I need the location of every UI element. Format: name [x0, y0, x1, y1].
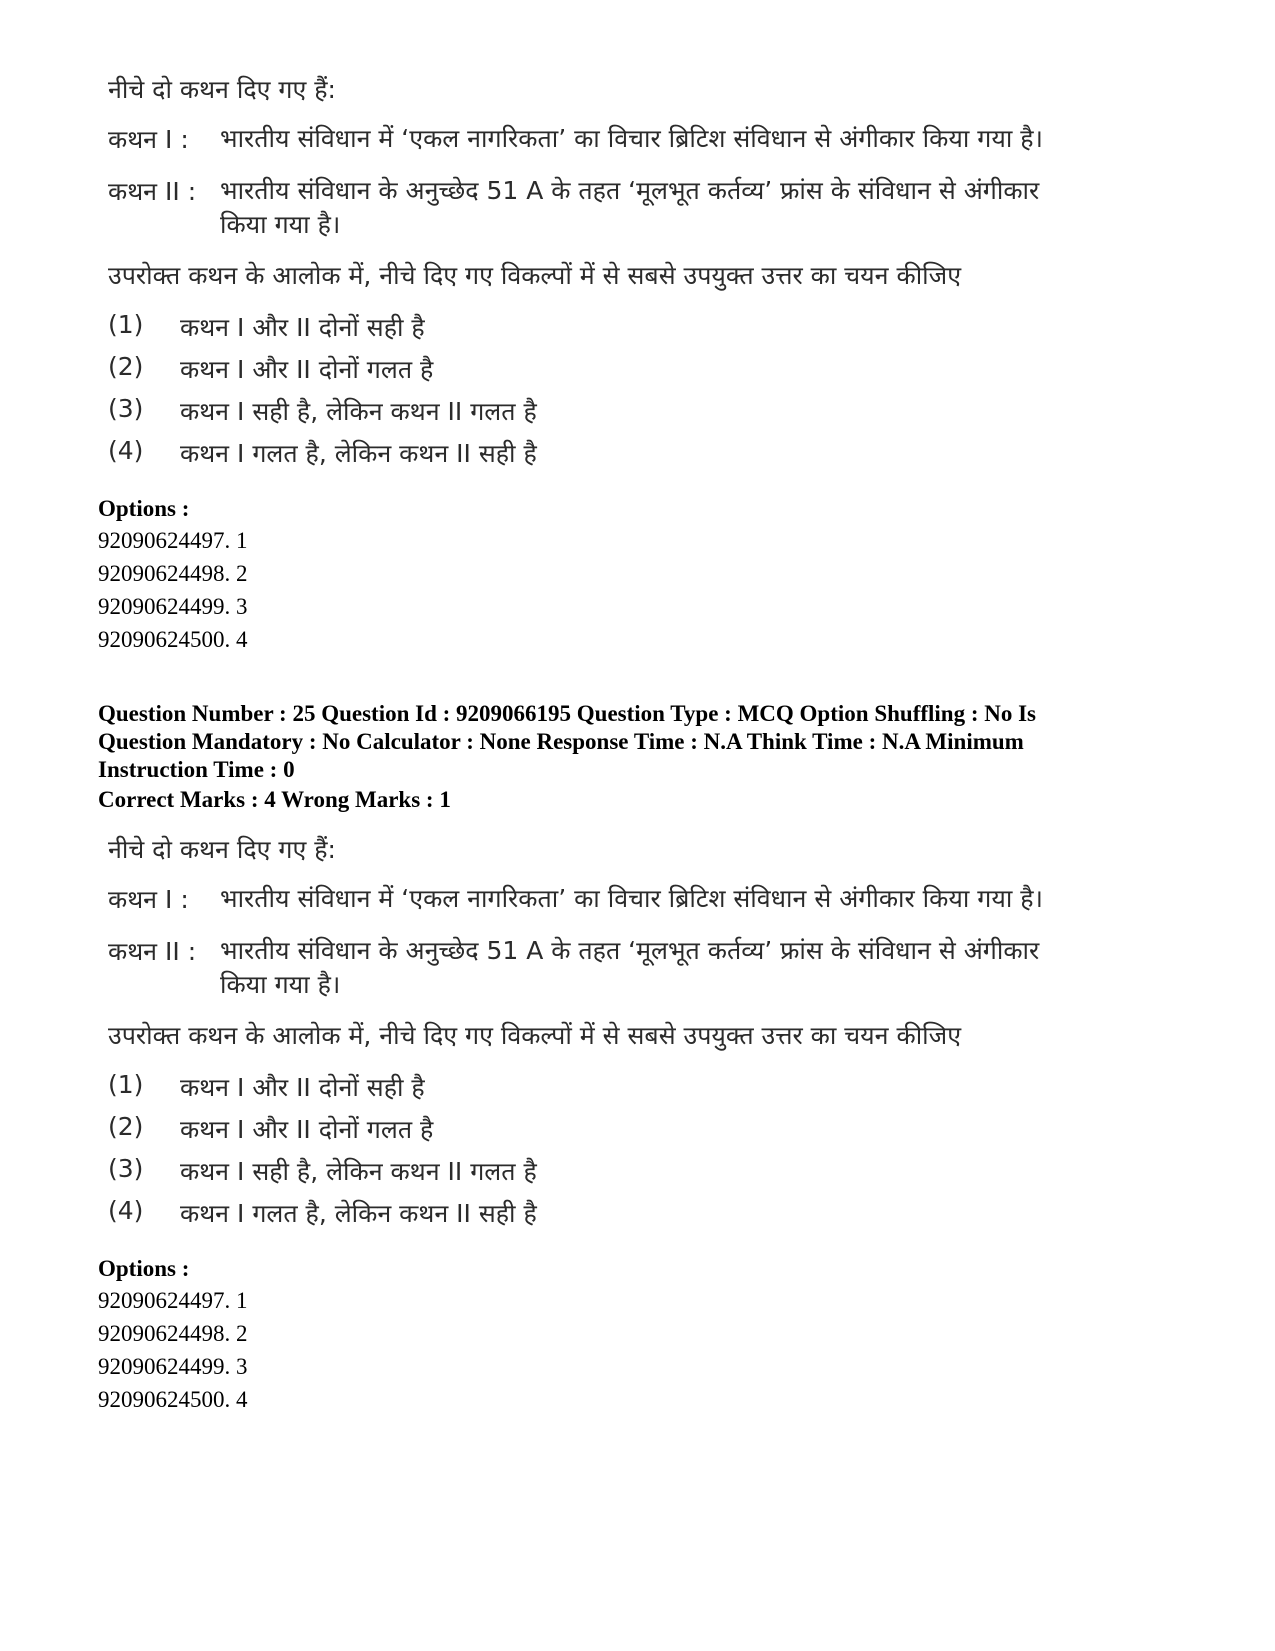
choice-text: कथन I और II दोनों गलत है	[180, 355, 434, 384]
option-id-2: 92090624498. 2	[98, 1321, 248, 1346]
choice-2	[108, 352, 708, 386]
choice-4	[108, 1196, 708, 1230]
choice-4	[108, 436, 708, 470]
choice-text: कथन I गलत है, लेकिन कथन II सही है	[180, 439, 537, 468]
choice-text: कथन I और II दोनों सही है	[180, 1073, 425, 1102]
choice-number: (3)	[108, 394, 144, 423]
statement-1	[108, 882, 1108, 922]
choice-number: (2)	[108, 352, 144, 381]
instruction-text: उपरोक्त कथन के आलोक में, नीचे दिए गए विकल्पों में से सबसे उपयुक्त उत्तर का चयन कीजिए	[108, 1021, 962, 1050]
choice-number: (4)	[108, 1196, 144, 1225]
choice-1	[108, 1070, 708, 1104]
choice-number: (3)	[108, 1154, 144, 1183]
choice-number: (1)	[108, 1070, 144, 1099]
options-heading: Options :	[98, 1256, 190, 1281]
option-id-3: 92090624499. 3	[98, 594, 248, 619]
statements-intro: नीचे दो कथन दिए गए हैं:	[108, 835, 336, 864]
choice-number: (1)	[108, 310, 144, 339]
option-id-2: 92090624498. 2	[98, 561, 248, 586]
choice-number: (4)	[108, 436, 144, 465]
choice-text: कथन I सही है, लेकिन कथन II गलत है	[180, 1157, 537, 1186]
instruction-text: उपरोक्त कथन के आलोक में, नीचे दिए गए विकल्पों में से सबसे उपयुक्त उत्तर का चयन कीजिए	[108, 261, 962, 290]
statement-label: कथन I :	[108, 885, 189, 914]
choice-text: कथन I गलत है, लेकिन कथन II सही है	[180, 1199, 537, 1228]
option-id-4: 92090624500. 4	[98, 627, 248, 652]
question-meta-header: Question Number : 25 Question Id : 9209066195 Question Type : MCQ Option Shuffling : No Is Question Mandatory : No Calculator : None Response Time : N.A Think Time : N.A Minimum Instruction Time : 0	[98, 701, 1037, 782]
statement-text: भारतीय संविधान में ‘एकल नागरिकता’ का विचार ब्रिटिश संविधान से अंगीकार किया गया है।	[220, 884, 1044, 913]
choice-number: (2)	[108, 1112, 144, 1141]
statement-label: कथन I :	[108, 125, 189, 154]
statement-text: भारतीय संविधान के अनुच्छेद 51 A के तहत ‘मूलभूत कर्तव्य’ फ्रांस के संविधान से अंगीकार किया गया है।	[220, 936, 1040, 999]
option-id-3: 92090624499. 3	[98, 1354, 248, 1379]
statement-2	[108, 934, 1108, 1004]
statement-label: कथन II :	[108, 177, 197, 206]
question-marks: Correct Marks : 4 Wrong Marks : 1	[98, 787, 451, 812]
choice-3	[108, 1154, 708, 1188]
choice-1	[108, 310, 708, 344]
statement-1	[108, 122, 1108, 162]
choice-2	[108, 1112, 708, 1146]
statement-text: भारतीय संविधान में ‘एकल नागरिकता’ का विचार ब्रिटिश संविधान से अंगीकार किया गया है।	[220, 124, 1044, 153]
option-id-1: 92090624497. 1	[98, 1288, 248, 1313]
statements-intro: नीचे दो कथन दिए गए हैं:	[108, 75, 336, 104]
choice-text: कथन I और II दोनों सही है	[180, 313, 425, 342]
choice-3	[108, 394, 708, 428]
option-id-1: 92090624497. 1	[98, 528, 248, 553]
choice-text: कथन I सही है, लेकिन कथन II गलत है	[180, 397, 537, 426]
statement-label: कथन II :	[108, 937, 197, 966]
choice-text: कथन I और II दोनों गलत है	[180, 1115, 434, 1144]
statement-2	[108, 174, 1108, 244]
option-id-4: 92090624500. 4	[98, 1387, 248, 1412]
options-heading: Options :	[98, 496, 190, 521]
statement-text: भारतीय संविधान के अनुच्छेद 51 A के तहत ‘मूलभूत कर्तव्य’ फ्रांस के संविधान से अंगीकार किया गया है।	[220, 176, 1040, 239]
